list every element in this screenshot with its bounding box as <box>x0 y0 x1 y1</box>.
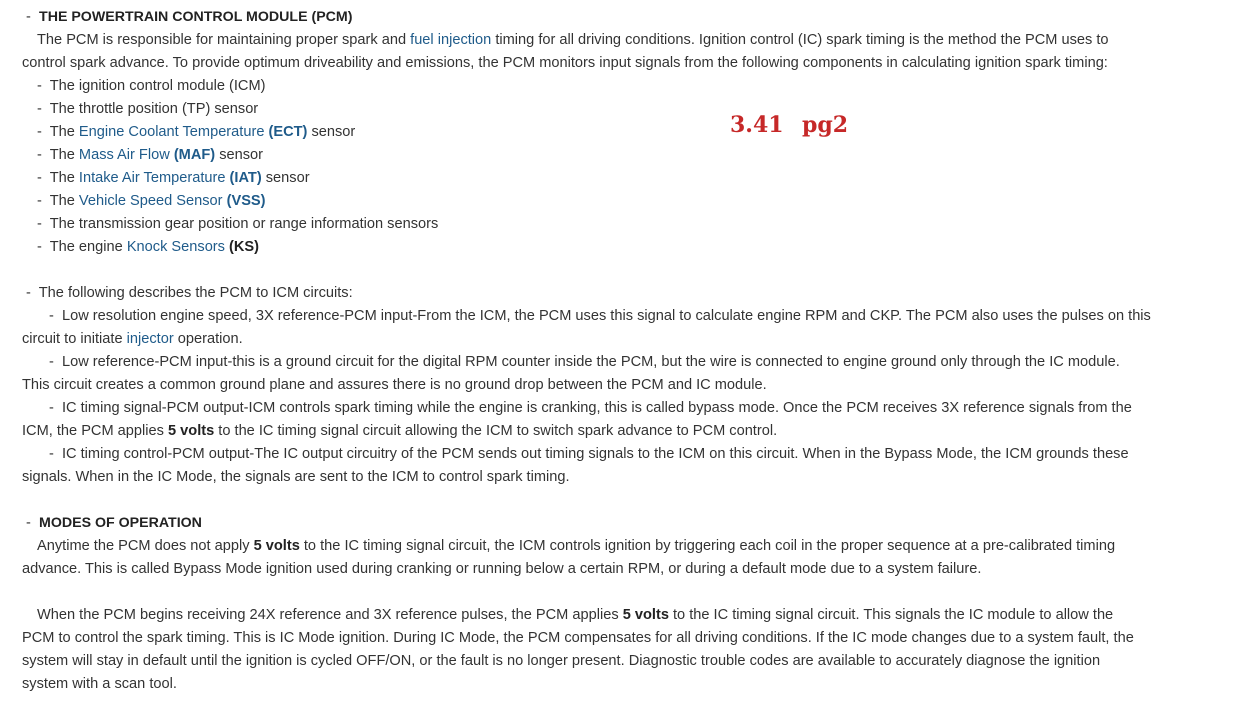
annotation-page-label: pg2 <box>802 112 849 138</box>
list-item-text: The transmission gear position or range information sensors <box>49 216 439 232</box>
ks-abbr: (KS) <box>229 239 260 255</box>
circuit-ic-control-line-2: signals. When in the IC Mode, the signals are sent to the ICM to control spark timing. <box>22 469 570 485</box>
circuit-ic-control-line-1: - IC timing control-PCM output-The IC output circuitry of the PCM sends out timing signals to the ICM on this circuit. When in the Bypass Mode, the ICM grounds these <box>49 446 1129 462</box>
list-item-text: The <box>49 147 79 163</box>
modes-p2-line-2: PCM to control the spark timing. This is IC Mode ignition. During IC Mode, the PCM compensates for all driving conditions. If the IC mode changes due to a system fault, the <box>22 630 1134 646</box>
list-item-text: The <box>49 124 79 140</box>
intro-text: The PCM is responsible for maintaining proper spark and <box>37 32 411 48</box>
fuel-injection-link[interactable]: fuel injection <box>410 32 492 48</box>
circuit-3x-line-1: - Low resolution engine speed, 3X reference-PCM input-From the ICM, the PCM uses this signal to calculate engine RPM and CKP. The PCM also uses the pulses on this <box>49 308 1151 324</box>
circuit-ic-signal-line-1: - IC timing signal-PCM output-ICM controls spark timing while the engine is cranking, this is called bypass mode. Once the PCM receives 3X reference signals from the <box>49 400 1132 416</box>
five-volts-bold: 5 volts <box>168 423 215 439</box>
modes-p1-line-1 <box>22 535 1222 558</box>
ect-abbr: (ECT) <box>268 124 308 140</box>
list-item-text: The throttle position (TP) sensor <box>49 101 259 117</box>
list-item-iat: - The Intake Air Temperature (IAT) sensor <box>37 170 310 186</box>
five-volts-bold: 5 volts <box>253 538 300 554</box>
paragraph-text: operation. <box>173 331 243 347</box>
heading-text: THE POWERTRAIN CONTROL MODULE (PCM) <box>39 9 353 25</box>
list-item-text: sensor <box>307 124 356 140</box>
intro-line-2: control spark advance. To provide optimum driveability and emissions, the PCM monitors input signals from the following components in calculating ignition spark timing: <box>22 55 1108 71</box>
circuit-3x-line-2 <box>22 328 1222 351</box>
intro-line-1 <box>22 29 1222 52</box>
intro-text: timing for all driving conditions. Ignition control (IC) spark timing is the method the PCM uses to <box>491 32 1109 48</box>
vehicle-speed-sensor-link[interactable]: Vehicle Speed Sensor <box>78 193 223 209</box>
vss-abbr: (VSS) <box>226 193 266 209</box>
list-item-ect: - The Engine Coolant Temperature (ECT) sensor <box>37 124 356 140</box>
modes-p2-line-1 <box>22 604 1222 627</box>
intake-air-temperature-link[interactable]: Intake Air Temperature <box>78 170 226 186</box>
circuit-low-ref-line-1: - Low reference-PCM input-this is a ground circuit for the digital RPM counter inside the PCM, but the wire is connected to engine ground only through the IC module. <box>49 354 1120 370</box>
paragraph-text: ICM, the PCM applies <box>22 423 168 439</box>
paragraph-text: to the IC timing signal circuit, the ICM controls ignition by triggering each coil in the proper sequence at a pre-calibrated timing <box>299 538 1116 554</box>
modes-p2-line-3: system will stay in default until the ignition is cycled OFF/ON, or the fault is no longer present. Diagnostic trouble codes are available to accurately diagnose the ignition <box>22 653 1101 669</box>
list-item-text: sensor <box>215 147 264 163</box>
list-item-text: The <box>49 193 79 209</box>
list-item-vss: - The Vehicle Speed Sensor (VSS) <box>37 193 266 209</box>
section-heading-modes: - MODES OF OPERATION <box>22 515 202 531</box>
paragraph-text: circuit to initiate <box>22 331 127 347</box>
list-item-text: The <box>49 170 79 186</box>
paragraph-text: to the IC timing signal circuit. This signals the IC module to allow the <box>668 607 1114 623</box>
list-item-gear: - The transmission gear position or range information sensors <box>37 216 439 232</box>
section-heading-pcm: - THE POWERTRAIN CONTROL MODULE (PCM) <box>22 9 353 25</box>
paragraph-text: to the IC timing signal circuit allowing the ICM to switch spark advance to PCM control. <box>214 423 778 439</box>
circuit-ic-signal-line-2 <box>22 420 1222 443</box>
engine-coolant-temperature-link[interactable]: Engine Coolant Temperature <box>78 124 265 140</box>
list-item-text: sensor <box>261 170 310 186</box>
paragraph-text: IC timing signal-PCM output-ICM controls spark timing while the engine is cranking, this is called bypass mode. Once the PCM receives 3X reference signals from the <box>61 400 1132 416</box>
paragraph-text: Low reference-PCM input-this is a ground circuit for the digital RPM counter inside the PCM, but the wire is connected to engine ground only through the IC module. <box>61 354 1120 370</box>
modes-p2-line-4: system with a scan tool. <box>22 676 177 692</box>
injector-link[interactable]: injector <box>126 331 174 347</box>
list-item-text: The ignition control module (ICM) <box>49 78 266 94</box>
list-item-text: The engine <box>49 239 127 255</box>
spacer <box>22 489 1222 512</box>
paragraph-text: When the PCM begins receiving 24X reference and 3X reference pulses, the PCM applies <box>37 607 623 623</box>
modes-p1-line-2: advance. This is called Bypass Mode ignition used during cranking or running below a certain RPM, or during a default mode due to a system failure. <box>22 561 982 577</box>
mass-air-flow-link[interactable]: Mass Air Flow <box>78 147 170 163</box>
five-volts-bold: 5 volts <box>622 607 669 623</box>
list-item-maf: - The Mass Air Flow (MAF) sensor <box>37 147 264 163</box>
annotation-reference-number: 3.41 <box>730 112 784 138</box>
heading-text: The following describes the PCM to ICM circuits: <box>38 285 353 301</box>
knock-sensors-link[interactable]: Knock Sensors <box>126 239 225 255</box>
document-body <box>22 6 1222 696</box>
list-item-ks: - The engine Knock Sensors (KS) <box>37 239 260 255</box>
circuit-low-ref-line-2: This circuit creates a common ground plane and assures there is no ground drop between the PCM and IC module. <box>22 377 767 393</box>
paragraph-text: Anytime the PCM does not apply <box>37 538 254 554</box>
list-item-tp: - The throttle position (TP) sensor <box>37 101 259 117</box>
iat-abbr: (IAT) <box>229 170 262 186</box>
spacer <box>22 259 1222 282</box>
paragraph-text: Low resolution engine speed, 3X reference-PCM input-From the ICM, the PCM uses this signal to calculate engine RPM and CKP. The PCM also uses the pulses on this <box>61 308 1151 324</box>
heading-text: MODES OF OPERATION <box>39 515 202 531</box>
section-heading-circuits: - The following describes the PCM to ICM circuits: <box>22 285 353 301</box>
paragraph-text: IC timing control-PCM output-The IC output circuitry of the PCM sends out timing signals to the ICM on this circuit. When in the Bypass Mode, the ICM grounds these <box>61 446 1129 462</box>
maf-abbr: (MAF) <box>173 147 216 163</box>
spacer <box>22 581 1222 604</box>
list-item-icm: - The ignition control module (ICM) <box>37 78 266 94</box>
